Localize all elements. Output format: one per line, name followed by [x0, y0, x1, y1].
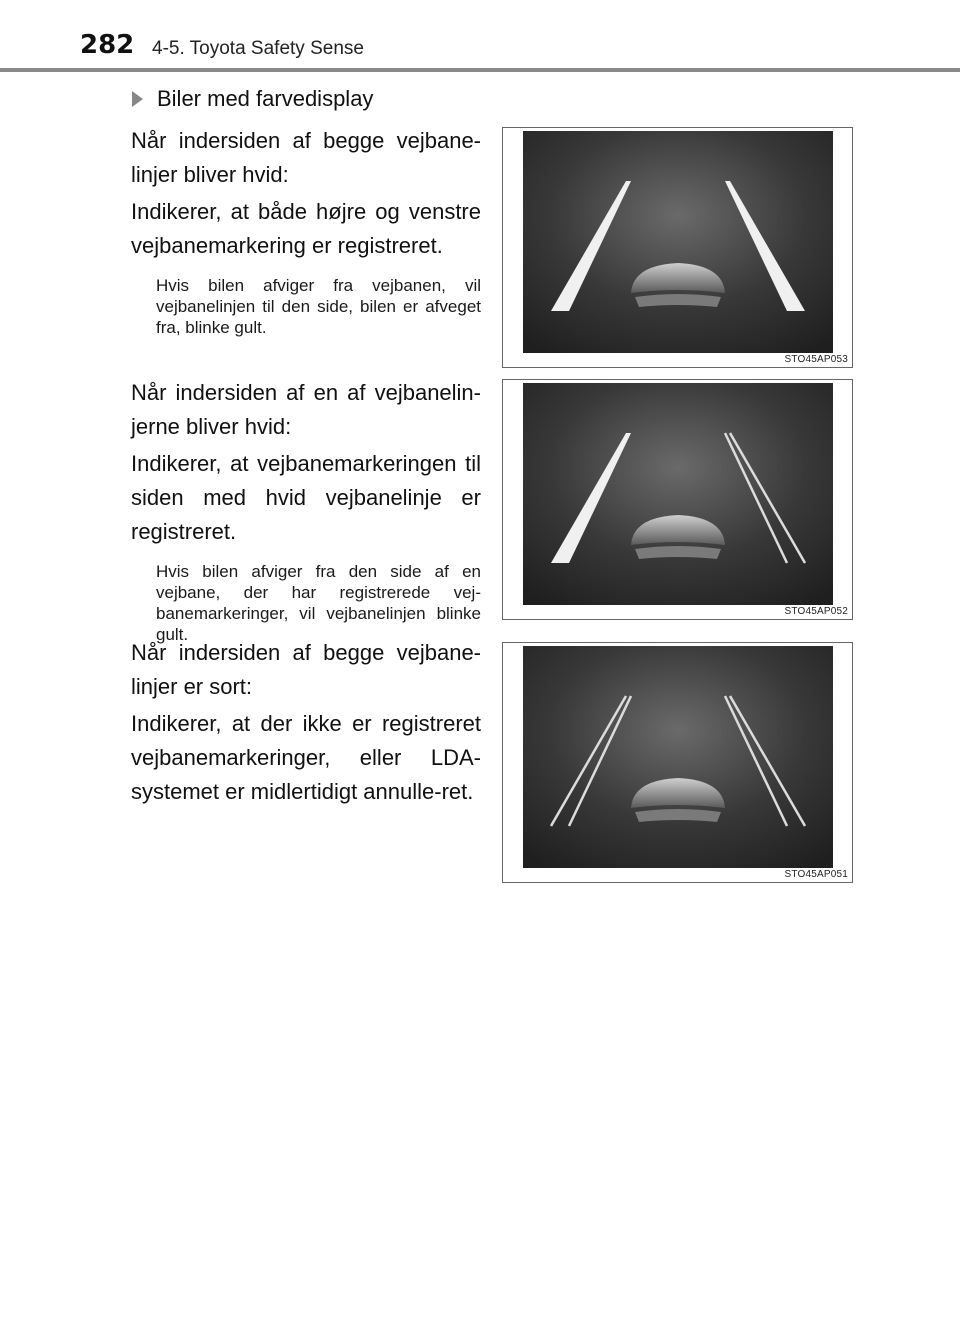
header-rule [0, 68, 960, 72]
lane-display-left-white [523, 383, 833, 605]
figure-code: STO45AP053 [784, 354, 848, 365]
lane-display-figure-1 [502, 127, 853, 368]
page-number: 282 [80, 30, 135, 60]
condition-text: Når indersiden af begge vejbane-linjer er sort: [131, 640, 481, 699]
figure-code: STO45AP052 [784, 606, 848, 617]
condition-text: Når indersiden af begge vejbane-linjer bliver hvid: [131, 128, 481, 187]
meaning-text: Indikerer, at der ikke er registreret vejbanemarkeringer, eller LDA-systemet er midlertidigt annulle-ret. [131, 711, 481, 804]
section-heading-text: Biler med farvedisplay [157, 86, 374, 111]
text-block-1 [131, 124, 481, 338]
text-block-3 [131, 636, 481, 812]
figure-code: STO45AP051 [784, 869, 848, 880]
meaning-text: Indikerer, at vejbanemarkeringen til siden med hvid vejbanelinje er registreret. [131, 451, 481, 544]
lane-display-figure-2 [502, 379, 853, 620]
meaning-text: Indikerer, at både højre og venstre vejbanemarkering er registreret. [131, 199, 481, 258]
lane-display-both-white [523, 131, 833, 353]
note-text: Hvis bilen afviger fra den side af en vejbane, der har registrerede vej-banemarkeringer, vil vejbanelinjen blinke gult. [156, 562, 481, 644]
text-block-2 [131, 376, 481, 645]
lane-display-figure-3 [502, 642, 853, 883]
triangle-bullet-icon [132, 91, 143, 107]
condition-text: Når indersiden af en af vejbanelin-jerne bliver hvid: [131, 380, 481, 439]
note-text: Hvis bilen afviger fra vejbanen, vil vejbanelinjen til den side, bilen er afveget fra, blinke gult. [156, 276, 481, 337]
lane-display-both-outline [523, 646, 833, 868]
chapter-title: 4-5. Toyota Safety Sense [152, 38, 364, 59]
section-heading [132, 86, 373, 112]
